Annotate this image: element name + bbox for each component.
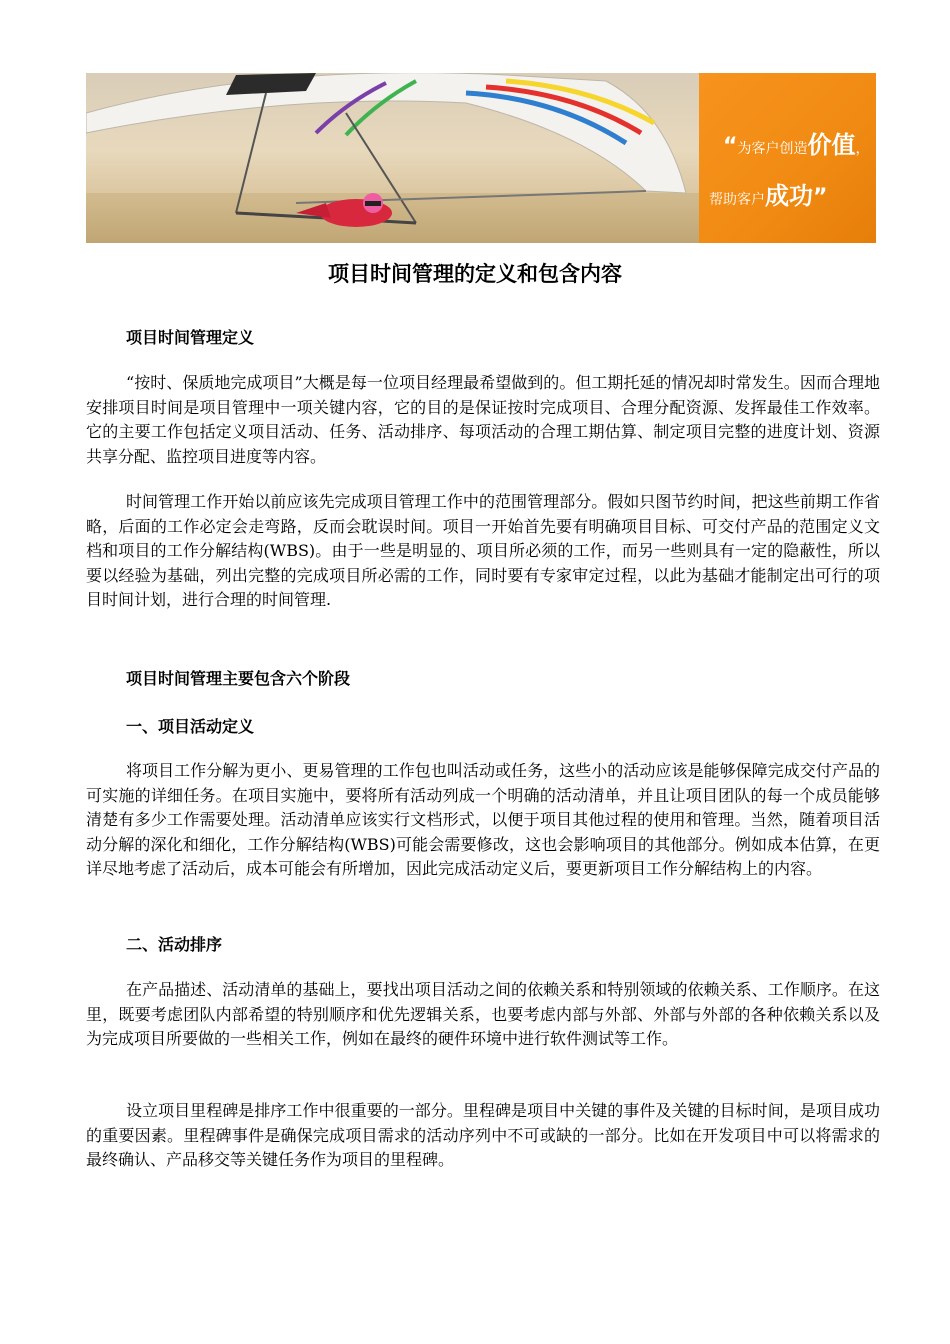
hang-glider-illustration [86, 73, 699, 243]
hang-glider-photo [86, 73, 699, 243]
heading-phase-2: 二、活动排序 [126, 935, 223, 954]
heading-phase-1: 一、项目活动定义 [126, 717, 255, 736]
company-slogan [699, 73, 876, 243]
paragraph-definition-2: 时间管理工作开始以前应该先完成项目管理工作中的范围管理部分。假如只图节约时间，把这些前期工作省略，后面的工作必定会走弯路，反而会耽误时间。项目一开始首先要有明确项目目标、可交付产品的范围定义文档和项目的工作分解结构(WBS)。由于一些是明显的、项目所必须的工作，而另一些则具有一定的隐蔽性，所以要以经验为基础，列出完整的完成项目所必需的工作，同时要有专家审定过程，以此为基础才能制定出可行的项目时间计划，进行合理的时间管理. [86, 492, 880, 609]
header-banner [86, 73, 876, 243]
heading-phases: 项目时间管理主要包含六个阶段 [126, 669, 351, 688]
paragraph-phase-1: 将项目工作分解为更小、更易管理的工作包也叫活动或任务，这些小的活动应该是能够保障完成交付产品的可实施的详细任务。在项目实施中，要将所有活动列成一个明确的活动清单，并且让项目团队的每一个成员能够清楚有多少工作需要处理。活动清单应该实行文档形式，以便于项目其他过程的使用和管理。当然，随着项目活动分解的深化和细化，工作分解结构(WBS)可能会需要修改，这也会影响项目的其他部分。例如成本估算，在更详尽地考虑了活动后，成本可能会有所增加，因此完成活动定义后，要更新项目工作分解结构上的内容。 [86, 761, 880, 878]
slogan-line-value: “为客户创造价值， [723, 131, 870, 159]
slogan-line-success: 帮助客户成功” [709, 182, 828, 210]
paragraph-definition-1: “按时、保质地完成项目”大概是每一位项目经理最希望做到的。但工期托延的情况却时常发生。因而合理地安排项目时间是项目管理中一项关键内容，它的目的是保证按时完成项目、合理分配资源、发挥最佳工作效率。它的主要工作包括定义项目活动、任务、活动排序、每项活动的合理工期估算、制定项目完整的进度计划、资源共享分配、监控项目进度等内容。 [86, 373, 880, 466]
paragraph-phase-2-1: 在产品描述、活动清单的基础上，要找出项目活动之间的依赖关系和特别领域的依赖关系、工作顺序。在这里，既要考虑团队内部希望的特别顺序和优先逻辑关系，也要考虑内部与外部、外部与外部的各种依赖关系以及为完成项目所要做的一些相关工作，例如在最终的硬件环境中进行软件测试等工作。 [86, 980, 880, 1048]
document-title: 项目时间管理的定义和包含内容 [328, 262, 622, 286]
paragraph-phase-2-2: 设立项目里程碑是排序工作中很重要的一部分。里程碑是项目中关键的事件及关键的目标时间，是项目成功的重要因素。里程碑事件是确保完成项目需求的活动序列中不可或缺的一部分。比如在开发项目中可以将需求的最终确认、产品移交等关键任务作为项目的里程碑。 [86, 1101, 880, 1169]
heading-definition: 项目时间管理定义 [126, 328, 255, 347]
